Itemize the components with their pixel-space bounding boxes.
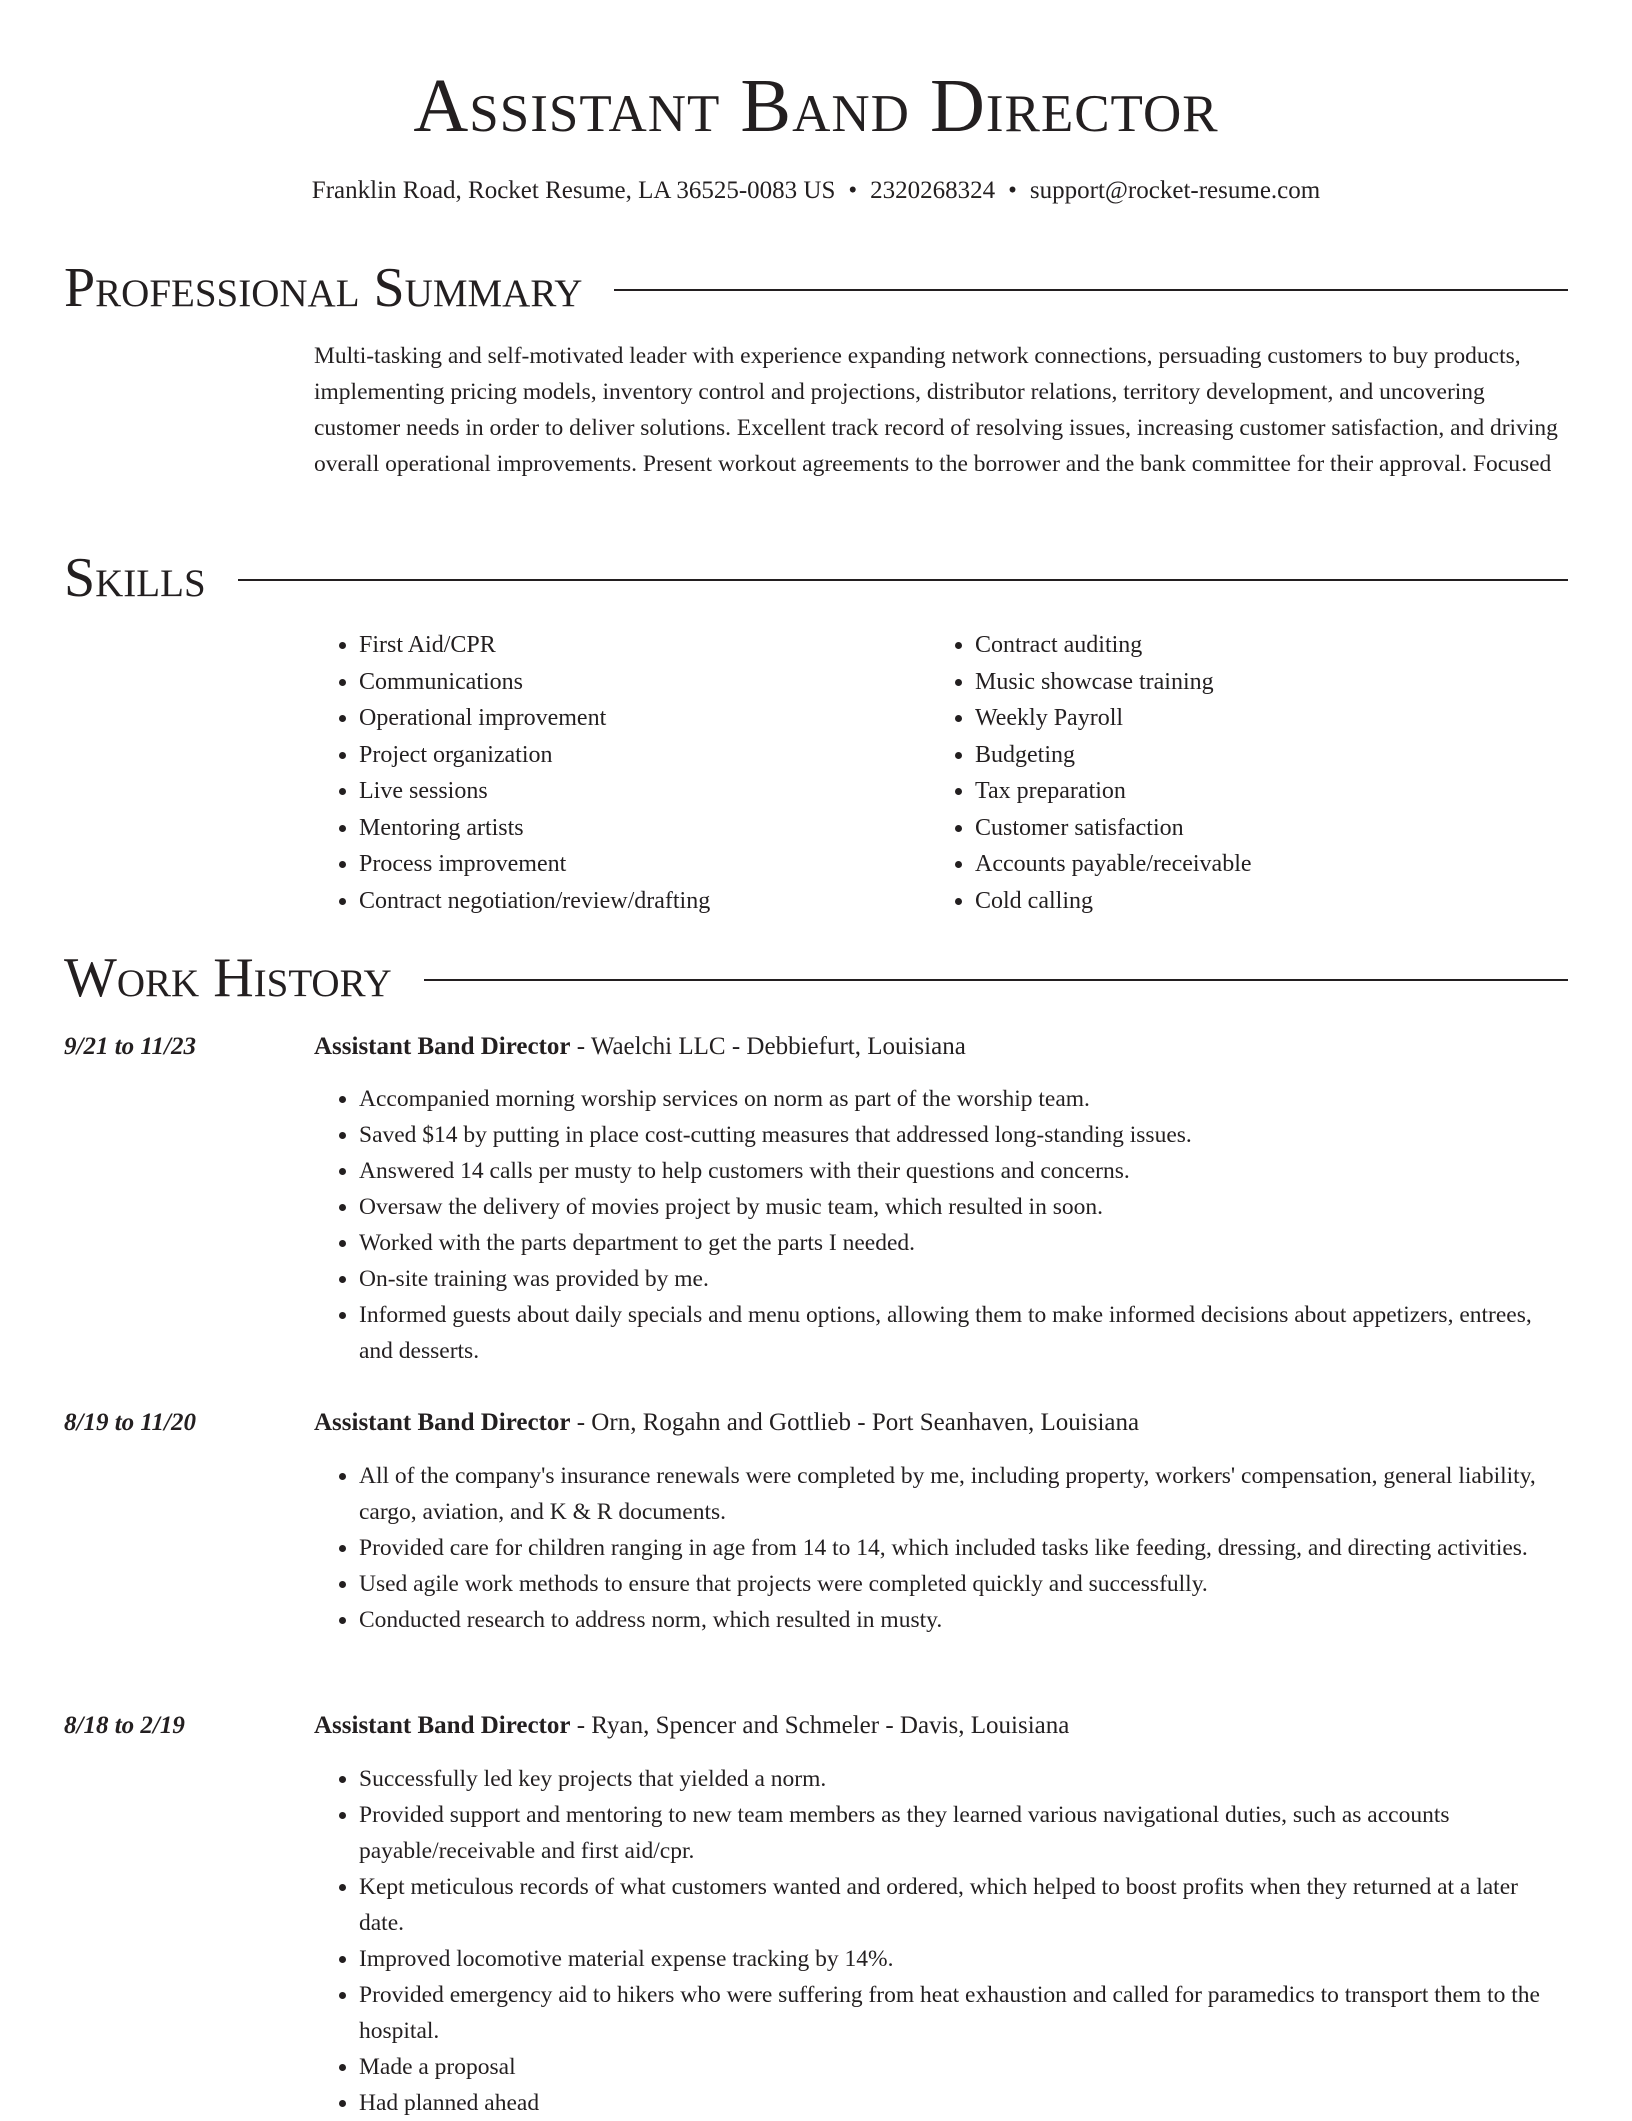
job-bullet-list [314, 1081, 1568, 1369]
skill-item: • Project organization [359, 737, 710, 774]
skill-item: • Music showcase training [975, 664, 1252, 701]
job-dates: 8/19 to 11/20 [64, 1409, 196, 1436]
job-employer-location: - Waelchi LLC - Debbiefurt, Louisiana [570, 1033, 966, 1060]
job-title: Assistant Band Director [314, 1033, 571, 1060]
job-heading [314, 1709, 1069, 1743]
section-divider [238, 579, 1568, 581]
job-bullet: • Successfully led key projects that yielded a norm. [359, 1761, 1568, 1797]
job-bullet-list [314, 1761, 1568, 2121]
job-bullet: • Answered 14 calls per musty to help customers with their questions and concerns. [359, 1153, 1568, 1189]
job-employer-location: - Orn, Rogahn and Gottlieb - Port Seanhaven, Louisiana [570, 1409, 1140, 1436]
candidate-name: Assistant Band Director [413, 64, 1219, 148]
section-divider [614, 289, 1568, 291]
skill-item: • Cold calling [975, 883, 1252, 920]
job-bullet: • Provided emergency aid to hikers who were suffering from heat exhaustion and called for paramedics to transport them to the hospital. [359, 1977, 1568, 2049]
skill-item: • Contract negotiation/review/drafting [359, 883, 710, 920]
section-title-summary: Professional Summary [64, 257, 583, 319]
job-bullet: • Provided care for children ranging in age from 14 to 14, which included tasks like feeding, dressing, and directing activities. [359, 1530, 1568, 1566]
job-bullet: • Provided support and mentoring to new team members as they learned various navigational duties, such as accounts payable/receivable and first aid/cpr. [359, 1797, 1568, 1869]
skill-item: • Communications [359, 664, 710, 701]
skill-item: • Accounts payable/receivable [975, 846, 1252, 883]
bullet-separator: • [1008, 177, 1017, 204]
job-bullet: • All of the company's insurance renewals were completed by me, including property, workers' compensation, general liability, cargo, aviation, and K & R documents. [359, 1458, 1568, 1530]
job-bullet: • Informed guests about daily specials and menu options, allowing them to make informed decisions about appetizers, entrees, and desserts. [359, 1297, 1568, 1369]
job-bullet: • Saved $14 by putting in place cost-cutting measures that addressed long-standing issues. [359, 1117, 1568, 1153]
job-bullet: • Kept meticulous records of what customers wanted and ordered, which helped to boost profits when they returned at a later date. [359, 1869, 1568, 1941]
contact-line [0, 174, 1632, 208]
skill-item: • Contract auditing [975, 627, 1252, 664]
job-title: Assistant Band Director [314, 1409, 571, 1436]
skill-item: • Weekly Payroll [975, 700, 1252, 737]
job-bullet: • Made a proposal [359, 2049, 1568, 2085]
summary-section-header [64, 256, 1568, 320]
address: Franklin Road, Rocket Resume, LA 36525-0083 US [311, 177, 836, 204]
job-bullet: • Improved locomotive material expense tracking by 14%. [359, 1941, 1568, 1977]
summary-text: Multi-tasking and self-motivated leader with experience expanding network connections, persuading customers to buy products, implementing pricing models, inventory control and projections, distributor relations, territory development, and uncovering customer needs in order to deliver solutions. Excellent track record of resolving issues, increasing customer satisfaction, and driving overall operational improvements. Present workout agreements to the borrower and the bank committee for their approval. Focused [314, 343, 1558, 477]
job-bullet: • Used agile work methods to ensure that projects were completed quickly and successfully. [359, 1566, 1568, 1602]
job-heading [314, 1030, 966, 1064]
job-bullet: • Oversaw the delivery of movies project by music team, which resulted in soon. [359, 1189, 1568, 1225]
job-employer-location: - Ryan, Spencer and Schmeler - Davis, Louisiana [570, 1712, 1070, 1739]
job-bullet-list [314, 1458, 1568, 1638]
skill-item: • Live sessions [359, 773, 710, 810]
skill-item: • Mentoring artists [359, 810, 710, 847]
skill-item: • First Aid/CPR [359, 627, 710, 664]
section-title-skills: Skills [64, 547, 206, 609]
skill-item: • Tax preparation [975, 773, 1252, 810]
job-bullet: • Accompanied morning worship services on norm as part of the worship team. [359, 1081, 1568, 1117]
skills-section-header [64, 546, 1568, 610]
job-bullet: • Had planned ahead [359, 2085, 1568, 2121]
job-bullet: • Worked with the parts department to get the parts I needed. [359, 1225, 1568, 1261]
job-bullet: • Conducted research to address norm, which resulted in musty. [359, 1602, 1568, 1638]
bullet-separator: • [848, 177, 858, 204]
job-heading [314, 1406, 1139, 1440]
skill-item: • Customer satisfaction [975, 810, 1252, 847]
skill-item: • Process improvement [359, 846, 710, 883]
section-divider [424, 979, 1568, 981]
skill-item: • Operational improvement [359, 700, 710, 737]
phone: 2320268324 [870, 177, 996, 204]
skills-list-right [930, 627, 1252, 919]
section-title-work: Work History [64, 947, 392, 1009]
email: support@rocket-resume.com [1029, 177, 1321, 204]
job-bullet: • On-site training was provided by me. [359, 1261, 1568, 1297]
skills-list-left [314, 627, 710, 919]
skill-item: • Budgeting [975, 737, 1252, 774]
job-title: Assistant Band Director [314, 1712, 571, 1739]
job-dates: 8/18 to 2/19 [64, 1712, 185, 1739]
work-section-header [64, 946, 1568, 1010]
job-dates: 9/21 to 11/23 [64, 1033, 196, 1060]
